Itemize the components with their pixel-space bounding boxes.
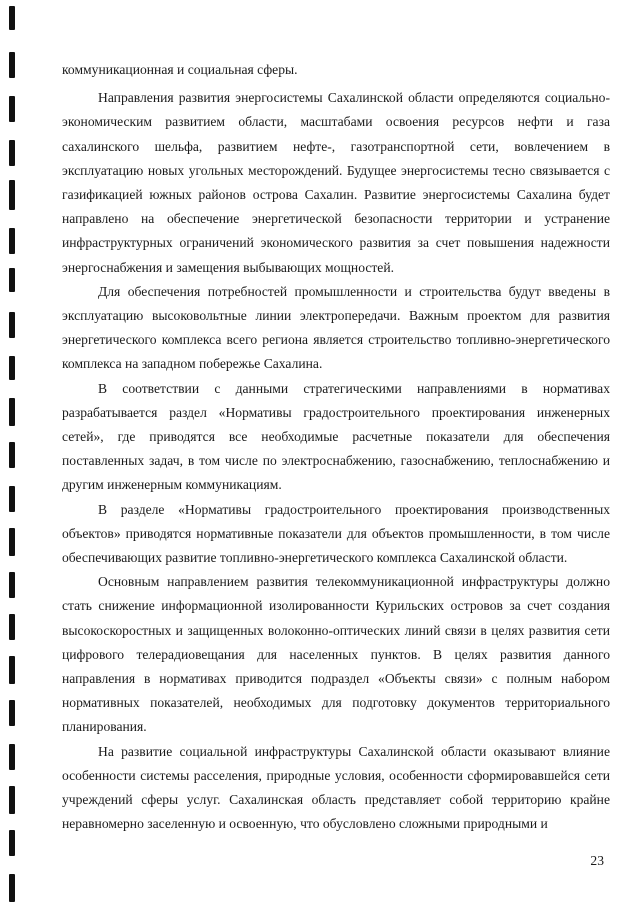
paragraph-energy-system: Направления развития энергосистемы Сахалинской области определяются социально-экономическим развитием области, масштабами освоения ресурсов нефти и газа сахалинского шельфа, развитием нефте-, газотранспортной сети, вовлечением в эксплуатацию новых угольных месторождений. Будущее энергосистемы тесно связывается с газификацией южных районов острова Сахалин. Развитие энергосистемы Сахалина будет направлено на обеспечение энергетической безопасности территории и устранение инфраструктурных ограничений экономического развития за счет повышения надежности энергоснабжения и замещения выбывающих мощностей. [62, 90, 610, 275]
binding-mark [9, 486, 15, 512]
binding-mark [9, 744, 15, 770]
binding-mark [9, 356, 15, 380]
binding-mark [9, 96, 15, 122]
paragraph-production-objects: В разделе «Нормативы градостроительного проектирования производственных объектов» приводятся нормативные показатели для объектов промышленности, в том числе обеспечивающих развитие топливно-энергетического комплекса Сахалинской области. [62, 501, 610, 566]
binding-mark [9, 614, 15, 640]
binding-mark [9, 528, 15, 556]
binding-mark [9, 228, 15, 254]
binding-mark [9, 786, 15, 814]
binding-mark [9, 656, 15, 684]
binding-mark [9, 312, 15, 338]
binding-mark [9, 180, 15, 210]
binding-mark [9, 700, 15, 726]
binding-mark [9, 268, 15, 292]
paragraph-telecom: Основным направлением развития телекоммуникационной инфраструктуры должно стать снижение информационной изолированности Курильских островов за счет создания высокоскоростных и защищенных волоконно-оптических линий связи в целях развития сети цифрового телерадиовещания для населенных пунктов. В целях развития данного направления в нормативах приводится подраздел «Объекты связи» с полным набором нормативных показателей, необходимых для подготовку документов территориального планирования. [62, 574, 610, 735]
document-body [62, 58, 610, 837]
binding-mark [9, 52, 15, 78]
page-number: 23 [590, 853, 604, 868]
paragraph-continuation: коммуникационная и социальная сферы. [62, 62, 298, 77]
scan-binding-marks [9, 0, 17, 905]
paragraph-social-infrastructure: На развитие социальной инфраструктуры Сахалинской области оказывают влияние особенности системы расселения, природные условия, особенности сформировавшейся сети учреждений сферы услуг. Сахалинская область представляет собой территорию крайне неравномерно заселенную и освоенную, что обусловлено сложными природными и [62, 743, 610, 832]
binding-mark [9, 572, 15, 598]
binding-mark [9, 830, 15, 856]
binding-mark [9, 874, 15, 902]
binding-mark [9, 442, 15, 468]
binding-mark [9, 398, 15, 426]
binding-mark [9, 140, 15, 166]
paragraph-engineering-networks: В соответствии с данными стратегическими направлениями в нормативах разрабатывается раздел «Нормативы градостроительного проектирования инженерных сетей», где приводятся все необходимые расчетные показатели для обеспечения поставленных задач, в том числе по электроснабжению, газоснабжению, теплоснабжению и другим инженерным коммуникациям. [62, 380, 610, 493]
paragraph-power-lines: Для обеспечения потребностей промышленности и строительства будут введены в эксплуатацию высоковольтные линии электропередачи. Важным проектом для развития энергетического комплекса всего региона является строительство топливно-энергетического комплекса на западном побережье Сахалина. [62, 283, 610, 372]
binding-mark [9, 6, 15, 30]
